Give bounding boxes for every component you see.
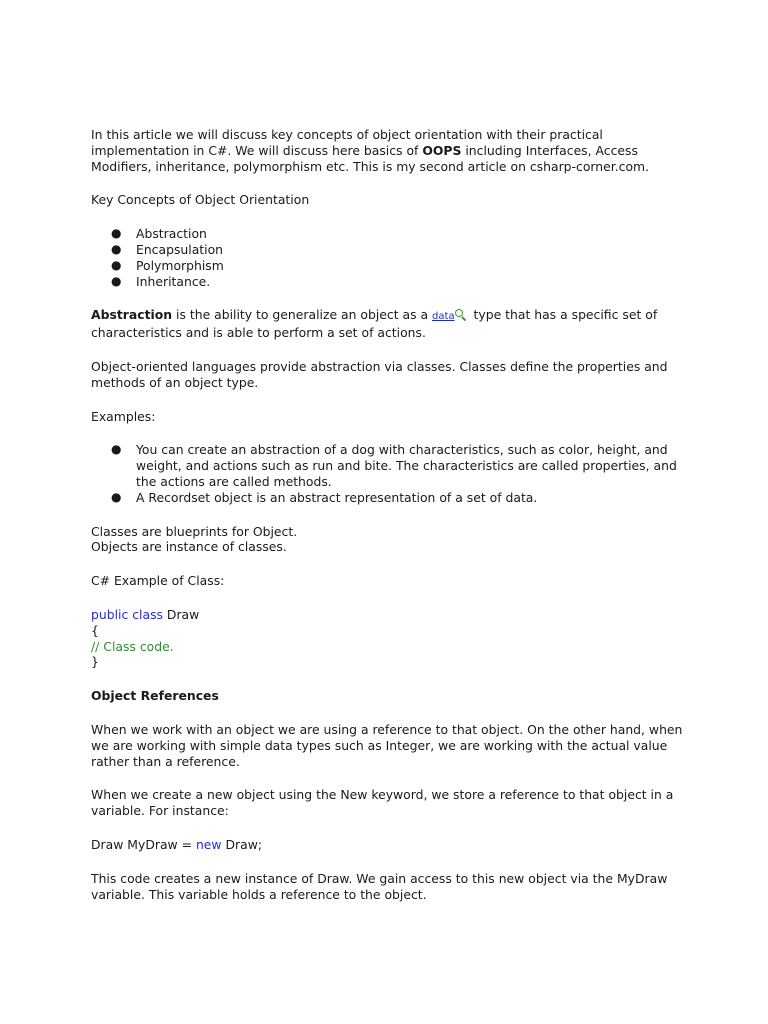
list-item-text: Polymorphism <box>136 257 224 273</box>
bullet-icon: ● <box>111 257 122 272</box>
intro-text-2: including Interfaces, Access Modifiers, inheritance, polymorphism etc. This is my second article on csharp-corner.com. <box>91 142 650 174</box>
article-body <box>91 127 691 920</box>
list-item <box>91 242 691 258</box>
references-paragraph-1: When we work with an object we are using a reference to that object. On the other hand, when we are working with simple data types such as Integer, we are working with the actual value rather than a reference. <box>91 721 683 769</box>
list-item-text: You can create an abstraction of a dog with characteristics, such as color, height, and weight, and actions such as run and bite. The characteristics are called properties, and the actions are called methods. <box>136 442 677 489</box>
blueprint-line-2: Objects are instance of classes. <box>91 539 287 555</box>
code-line: } <box>91 654 99 670</box>
list-item-text: Encapsulation <box>136 241 224 257</box>
code-text: Draw MyDraw = <box>91 836 196 852</box>
key-concepts-heading: Key Concepts of Object Orientation <box>91 192 310 208</box>
intro-bold-oops: OOPS <box>422 142 462 158</box>
code-block <box>91 607 691 670</box>
list-item-text: Inheritance. <box>136 273 211 289</box>
abstraction-term: Abstraction <box>91 307 173 323</box>
examples-label: Examples: <box>91 408 156 424</box>
bullet-icon: ● <box>111 442 122 457</box>
bullet-icon: ● <box>111 273 122 288</box>
references-paragraph-2: When we create a new object using the New keyword, we store a reference to that object in a variable. For instance: <box>91 787 674 819</box>
code-line <box>91 607 691 623</box>
list-item-text: Abstraction <box>136 226 207 242</box>
class-example-label: C# Example of Class: <box>91 573 225 589</box>
list-item <box>91 442 691 489</box>
bullet-icon: ● <box>111 489 122 504</box>
code-example-new <box>91 837 691 853</box>
list-item <box>91 258 691 274</box>
magnifier-icon[interactable] <box>455 309 466 320</box>
abstraction-paragraph <box>91 307 691 341</box>
code-class-name: Draw <box>162 606 200 622</box>
key-concepts-list <box>91 226 691 289</box>
list-item-text: A Recordset object is an abstract representation of a set of data. <box>136 489 538 505</box>
list-item <box>91 226 691 242</box>
code-comment: // Class code. <box>91 638 174 654</box>
intro-text-1: In this article we will discuss key concepts of object orientation with their practical implementation in C#. We will discuss here basics of <box>91 127 603 158</box>
examples-list <box>91 442 691 505</box>
references-paragraph-3: This code creates a new instance of Draw. We gain access to this new object via the MyDraw variable. This variable holds a reference to the object. <box>91 870 668 902</box>
blueprint-line-1: Classes are blueprints for Object. <box>91 523 298 539</box>
abstraction-text-2: type that has a specific set of characteristics and is able to perform a set of actions. <box>91 307 658 341</box>
bullet-icon: ● <box>111 241 122 256</box>
list-item <box>91 490 691 506</box>
classes-paragraph: Object-oriented languages provide abstraction via classes. Classes define the properties and methods of an object type. <box>91 358 668 390</box>
list-item <box>91 274 691 290</box>
data-link[interactable]: data <box>432 311 455 323</box>
abstraction-text-1: is the ability to generalize an object as a <box>172 307 433 323</box>
code-keyword: new <box>195 836 222 852</box>
object-references-heading: Object References <box>91 688 219 704</box>
code-text: Draw; <box>221 836 263 852</box>
code-keyword: public class <box>91 606 163 622</box>
code-line: { <box>91 622 99 638</box>
bullet-icon: ● <box>111 226 122 241</box>
intro-paragraph <box>91 127 691 174</box>
